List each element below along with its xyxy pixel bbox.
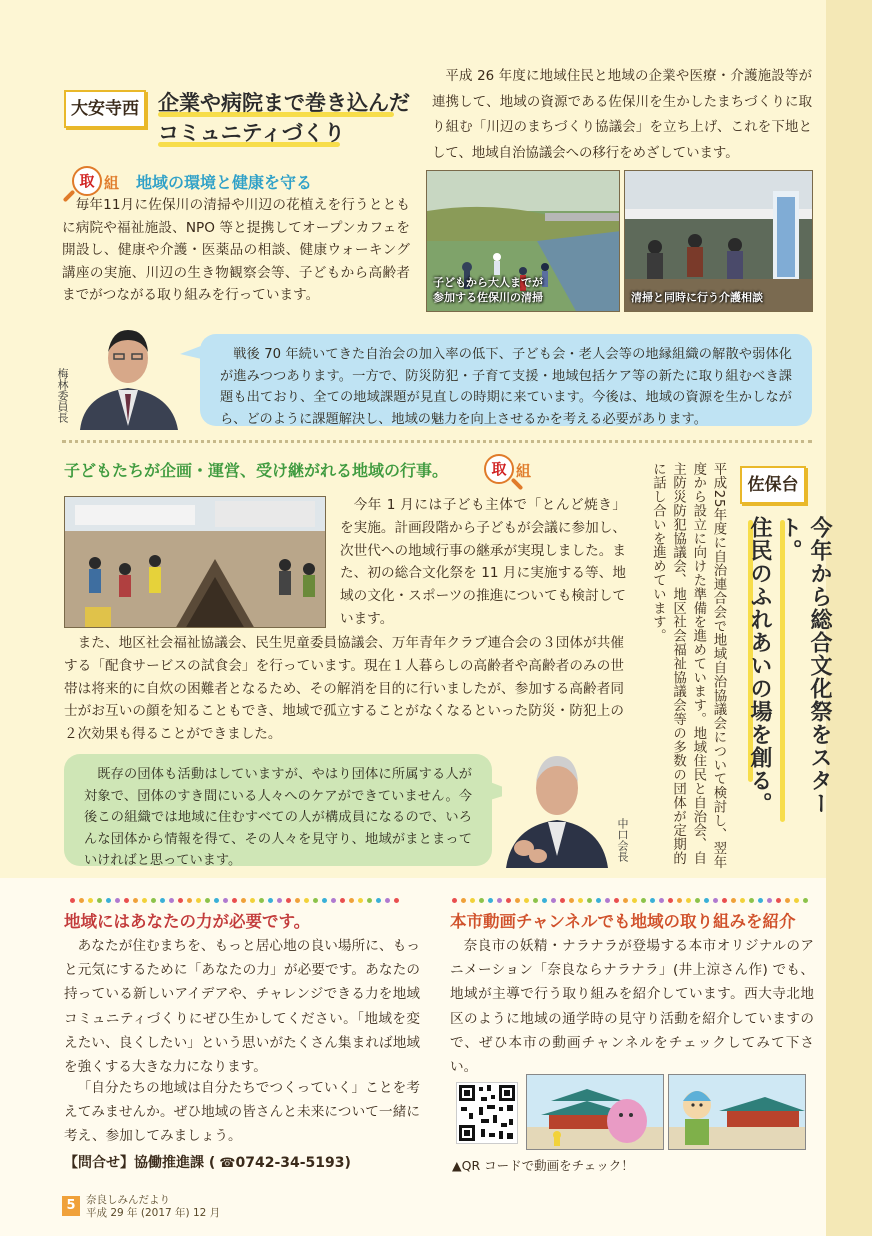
decorative-dot xyxy=(596,898,601,903)
animation-still-1-image xyxy=(527,1075,664,1150)
qr-code[interactable] xyxy=(456,1082,518,1144)
decorative-dot xyxy=(560,898,565,903)
contact-label: 【問合せ】協働推進課 xyxy=(64,1155,204,1171)
decorative-dot xyxy=(70,898,75,903)
decorative-dot xyxy=(79,898,84,903)
photo-river-cleanup-caption: 子どもから大人までが 参加する佐保川の清掃 xyxy=(433,276,543,304)
decorative-dot xyxy=(776,898,781,903)
qr-code-icon xyxy=(457,1083,517,1143)
page-number: 5 xyxy=(62,1196,80,1216)
decorative-dot xyxy=(479,898,484,903)
decorative-dot xyxy=(205,898,210,903)
decorative-dot xyxy=(587,898,592,903)
decorative-dot xyxy=(686,898,691,903)
portrait-nakaguchi xyxy=(502,744,612,868)
decorative-dot xyxy=(695,898,700,903)
section1-subheading: 地域の環境と健康を守る xyxy=(136,173,313,192)
decorative-dot xyxy=(160,898,165,903)
decorative-dot xyxy=(241,898,246,903)
torikumi-magnifier-icon xyxy=(72,166,102,196)
district-label-daianjinishi: 大安寺西 xyxy=(64,90,146,128)
decorative-dot xyxy=(794,898,799,903)
decorative-dot xyxy=(322,898,327,903)
contact-phone-number: 0742-34-5193 xyxy=(235,1155,345,1171)
animation-still-2 xyxy=(668,1074,806,1150)
section2-title xyxy=(744,516,834,846)
dots-divider-right xyxy=(452,888,812,894)
decorative-dot xyxy=(758,898,763,903)
title-line: 今年から総合文化祭をスタート。 xyxy=(777,516,832,815)
photo-river-cleanup xyxy=(426,170,620,312)
photo-tondo-yaki xyxy=(64,496,326,628)
torikumi-suffix: 組 xyxy=(516,462,532,480)
speaker-name-text: 梅林委員長 xyxy=(56,368,69,423)
decorative-dot xyxy=(515,898,520,903)
portrait-umebayashi xyxy=(72,316,184,430)
decorative-dot xyxy=(470,898,475,903)
decorative-dot xyxy=(340,898,345,903)
decorative-dot xyxy=(461,898,466,903)
decorative-dot xyxy=(178,898,183,903)
decorative-dot xyxy=(196,898,201,903)
decorative-dot xyxy=(749,898,754,903)
decorative-dot xyxy=(214,898,219,903)
speaker-name-text: 中口会長 xyxy=(616,818,629,862)
torikumi-magnifier-icon xyxy=(484,454,514,484)
decorative-dot xyxy=(358,898,363,903)
decorative-dot xyxy=(124,898,129,903)
decorative-dot xyxy=(106,898,111,903)
decorative-dot xyxy=(277,898,282,903)
title-line: コミュニティづくり xyxy=(158,121,345,145)
decorative-dot xyxy=(304,898,309,903)
portrait-nakaguchi-image xyxy=(502,744,612,868)
qr-caption: ▲QR コードで動画をチェック！ xyxy=(452,1158,634,1173)
decorative-dot xyxy=(452,898,457,903)
decorative-dot xyxy=(268,898,273,903)
decorative-dot xyxy=(223,898,228,903)
section1-intro: 平成 26 年度に地域住民と地域の企業や医療・介護施設等が連携して、地域の資源である佐保川を生かしたまちづくりに取り組む「川辺のまちづくり協議会」を立ち上げ、これを下地として、地域自治協議会への移行をめざしています。 xyxy=(432,69,812,161)
animation-still-1 xyxy=(526,1074,664,1150)
portrait-umebayashi-image xyxy=(72,316,184,430)
section3-heading: 地域にはあなたの力が必要です。 xyxy=(64,912,311,931)
decorative-dot xyxy=(668,898,673,903)
decorative-dot xyxy=(115,898,120,903)
contact-phone: ( ☎0742-34-5193) xyxy=(208,1155,351,1171)
decorative-dot xyxy=(506,898,511,903)
torikumi-label: 取 xyxy=(491,460,507,478)
district-label-sahodai: 佐保台 xyxy=(740,466,806,504)
contact-info xyxy=(64,1152,351,1172)
decorative-dot xyxy=(533,898,538,903)
decorative-dot xyxy=(187,898,192,903)
decorative-dot xyxy=(713,898,718,903)
photo-care-consultation xyxy=(624,170,813,312)
photo-tondo-yaki-image xyxy=(65,497,326,628)
decorative-dot xyxy=(250,898,255,903)
dots-divider-left xyxy=(70,888,410,894)
decorative-dot xyxy=(259,898,264,903)
section4-body: 奈良市の妖精・ナラナラが登場する本市オリジナルのアニメーション「奈良ならナラナラ」(井上涼さん作) でも、地域が主導で行う取り組みを紹介しています。西大寺北地区のように地域の通学時の見守り活動を紹介していますので、ぜひ本市の動画チャンネルをチェックしてみて下さい。 xyxy=(450,938,814,1076)
section2-body-top: 今年 1 月には子ども主体で「とんど焼き」を実施。計画段階から子どもが会議に参加し、次世代への地域行事の継承が実現しました。また、初の総合文化祭を 11 月に実施する等、地域の文化・スポーツの推進についても検討しています。 xyxy=(340,497,626,627)
decorative-dot xyxy=(394,898,399,903)
section2-body-bottom: また、地区社会福祉協議会、民生児童委員協議会、万年青年クラブ連合会の３団体が共催する「配食サービスの試食会」を行っています。現在１人暮らしの高齢者や高齢者のみの世帯は将来的に自炊の困難者となるため、その解消を目的に行いましたが、参加する高齢者同士がお互いの顔を知ることもでき、地域で孤立することがなくなるといった防災・防犯上の２次効果も得ることができました。 xyxy=(64,635,624,743)
bubble-tail xyxy=(180,340,206,364)
animation-still-2-image xyxy=(669,1075,806,1150)
speech-bubble-nakaguchi: 既存の団体も活動はしていますが、やはり団体に所属する人が対象で、団体のすき間にいる人々へのケアができていません。今後この組織では地域に住むすべての人が構成員になるので、いろんな団体から情報を得て、その人々を見守り、地域がまとまっていければと思っています。 xyxy=(64,754,492,866)
decorative-dot xyxy=(605,898,610,903)
section2-vertical-intro: 平成25年度に自治連合会で地域自治協議会について検討し、翌年度から設立に向けた準備を進めています。地域住民と自治会、自主防災防犯協議会、地区社会福祉協議会等の多数の団体が定期的に話し合いを進めています。 xyxy=(650,462,726,870)
decorative-dot xyxy=(488,898,493,903)
decorative-dot xyxy=(641,898,646,903)
decorative-dot xyxy=(349,898,354,903)
decorative-dot xyxy=(331,898,336,903)
torikumi-suffix: 組 xyxy=(104,174,120,192)
decorative-dot xyxy=(569,898,574,903)
title-line: 企業や病院まで巻き込んだ xyxy=(158,91,410,115)
decorative-dot xyxy=(614,898,619,903)
section1-title xyxy=(158,88,418,148)
decorative-dot xyxy=(650,898,655,903)
decorative-dot xyxy=(497,898,502,903)
decorative-dot xyxy=(385,898,390,903)
decorative-dot xyxy=(803,898,808,903)
speech-bubble-umebayashi: 戦後 70 年続いてきた自治会の加入率の低下、子ども会・老人会等の地縁組織の解散や弱体化が進みつつあります。一方で、防災防犯・子育て支援・地域包括ケア等の新たに取り組むべき課題も出ており、全ての地域課題が見直しの時期に来ています。今後は、地域の資源を生かしながら、どのように課題解決し、地域の魅力を向上させるかを考える必要があります。 xyxy=(200,334,812,426)
decorative-dot xyxy=(542,898,547,903)
decorative-dot xyxy=(524,898,529,903)
decorative-dot xyxy=(97,898,102,903)
torikumi-label: 取 xyxy=(79,172,95,190)
decorative-dot xyxy=(731,898,736,903)
footer-publication xyxy=(86,1194,220,1220)
decorative-dot xyxy=(740,898,745,903)
decorative-dot xyxy=(767,898,772,903)
decorative-dot xyxy=(142,898,147,903)
photo-care-consultation-caption: 清掃と同時に行う介護相談 xyxy=(631,291,763,304)
phone-icon: ☎ xyxy=(219,1156,236,1171)
section3-para1: あなたが住むまちを、もっと居心地の良い場所に、もっと元気にするために「あなたの力」が必要です。あなたの持っている新しいアイデアや、チャレンジできる力を地域コミュニティづくりにぜひ生かしてください。「地域を変えたい、良くしたい」という思いがたくさん集まれば地域を強くする大きな力になります。 xyxy=(64,938,420,1076)
decorative-dot xyxy=(704,898,709,903)
footer-publication-name: 奈良しみんだより xyxy=(86,1194,170,1206)
section2-subheading: 子どもたちが企画・運営、受け継がれる地域の行事。 xyxy=(64,461,449,480)
decorative-dot xyxy=(376,898,381,903)
decorative-dot xyxy=(232,898,237,903)
section3-para2: 「自分たちの地域は自分たちでつくっていく」ことを考えてみませんか。ぜひ地域の皆さんと未来について一緒に考え、参加してみましょう。 xyxy=(64,1080,420,1145)
decorative-dot xyxy=(785,898,790,903)
decorative-dot xyxy=(551,898,556,903)
decorative-dot xyxy=(286,898,291,903)
section1-body: 毎年11月に佐保川の清掃や川辺の花植えを行うとともに病院や福祉施設、NPO 等と提携してオープンカフェを開設し、健康や介護・医薬品の相談、健康ウォーキング講座の実施、川辺の生き物観察会等、子どもから高齢者までがつながる取り組みを行っています。 xyxy=(62,197,410,304)
section-divider xyxy=(62,440,812,443)
decorative-dot xyxy=(169,898,174,903)
section4-heading: 本市動画チャンネルでも地域の取り組みを紹介 xyxy=(450,912,796,931)
decorative-dot xyxy=(632,898,637,903)
decorative-dot xyxy=(659,898,664,903)
decorative-dot xyxy=(623,898,628,903)
title-line: 住民のふれあいの場を創る。 xyxy=(747,516,772,815)
speaker-name-nakaguchi xyxy=(616,818,630,862)
decorative-dot xyxy=(151,898,156,903)
footer-date: 平成 29 年 (2017 年) 12 月 xyxy=(86,1207,221,1219)
decorative-dot xyxy=(88,898,93,903)
decorative-dot xyxy=(295,898,300,903)
decorative-dot xyxy=(722,898,727,903)
decorative-dot xyxy=(133,898,138,903)
decorative-dot xyxy=(677,898,682,903)
speaker-name-umebayashi xyxy=(56,368,70,423)
decorative-dot xyxy=(313,898,318,903)
decorative-dot xyxy=(367,898,372,903)
decorative-dot xyxy=(578,898,583,903)
